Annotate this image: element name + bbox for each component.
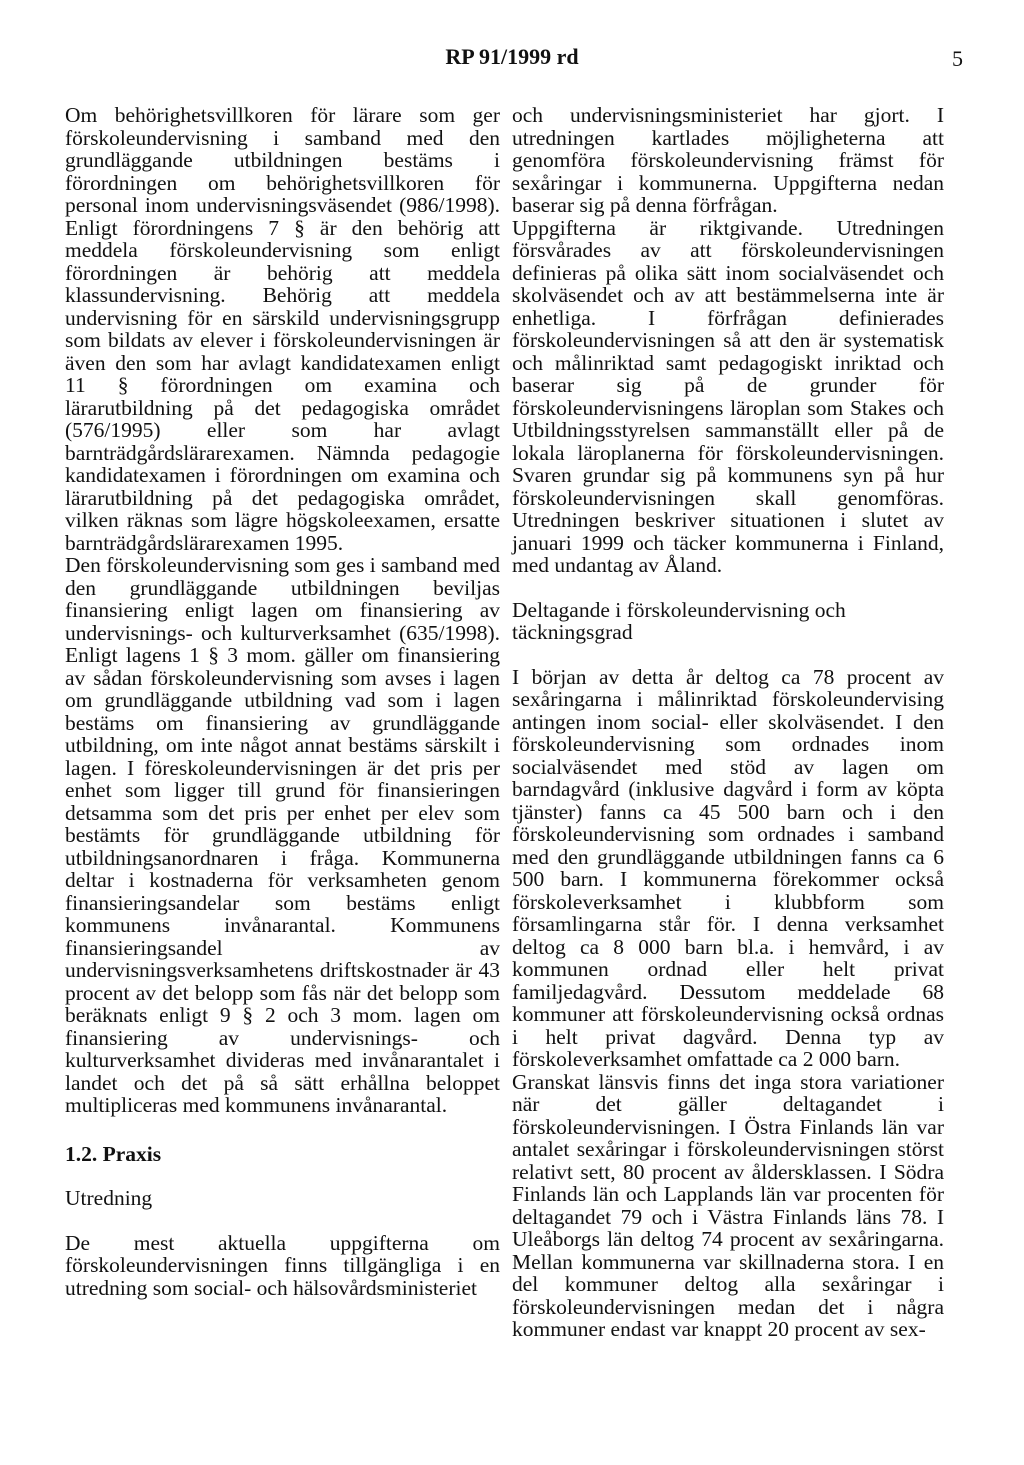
paragraph-survey-intro: De mest aktuella uppgifterna om förskoleundervisningen finns tillgängliga i en utredning som social- och hälsovårdsministeriet xyxy=(65,1230,500,1300)
paragraph-financing: Den förskoleundervisning som ges i samband med den grundläggande utbildningen beviljas finansiering enligt lagen om finansiering av undervisnings- och kulturverksamhet (635/1998). Enligt lagens 1 § 3 mom. gäller om finansiering av sådan förskoleundervisning som avses i lagen om grundläggande utbildning vad som i lagen bestäms om finansiering av grundläggande utbildning, om inte något annat bestäms särskilt i lagen. I föreskoleundervisningen är det pris per enhet som ligger till grund för finansieringen detsamma som det pris per enhet per elev som bestämts för grundläggande utbildning för utbildningsanordnaren i fråga. Kommunerna deltar i kostnaderna för verksamheten genom finansieringsandelar som bestäms enligt kommunens invånarantal. Kommunens finansieringsandel av undervisningsverksamhetens driftskostnader är 43 procent av det belopp som fås när det belopp som beräknats enligt 9 § 2 och 3 mom. lagen om finansiering av undervisnings- och kulturverksamhet divideras med invånarantalet i landet och det på så sätt erhållna beloppet multipliceras med kommunens invånarantal. xyxy=(65,553,500,1117)
page-number: 5 xyxy=(952,46,963,71)
right-column xyxy=(512,104,944,1341)
paragraph-survey-definition: Uppgifterna är riktgivande. Utredningen försvårades av att förskoleundervisningen definieras på olika sätt inom socialväsendet och skolväsendet och av att bestämmelserna inte är enhetliga. I förfrågan definierades förskoleundervisningen så att den är systematisk och målinriktad samt pedagogiskt inriktad och baserar sig på de grunder för förskoleundervisningens läroplan som Stakes och Utbildningsstyrelsen sammanställt eller på de lokala läroplanerna för förskoleundervisningen. Svaren grundar sig på kommunens syn på hur förskoleundervisningen skall genomföras. Utredningen beskriver situationen i slutet av januari 1999 och täcker kommunerna i Finland, med undantag av Åland. xyxy=(512,215,944,577)
running-head: RP 91/1999 rd xyxy=(445,44,579,69)
section-number: 1.2. xyxy=(65,1141,98,1166)
paragraph-survey-continued: och undervisningsministeriet har gjort. I utredningen kartlades möjligheterna att genomföra förskoleundervisning främst för sexåringar i kommunerna. Uppgifterna nedan baserar sig på denna förfrågan. xyxy=(512,103,944,217)
paragraph-regional-variation: Granskat länsvis finns det inga stora variationer när det gäller deltagandet i förskoleundervisningen. I Östra Finlands län var antalet sexåringar i förskoleundervisningen störst relativt sett, 80 procent av åldersklassen. I Södra Finlands län och Lapplands län var procenten för deltagandet 79 och i Västra Finlands läns 78. I Uleåborgs län deltog 74 procent av sexåringarna. Mellan kommunerna var skillnaderna stora. I en del kommuner deltog alla sexåringar i förskoleundervisningen medan det i några kommuner endast var knappt 20 procent av sex- xyxy=(512,1069,944,1341)
subheading-utredning: Utredning xyxy=(65,1186,153,1210)
paragraph-participation-figures: I början av detta år deltog ca 78 procent av sexåringarna i målinriktad förskoleundervising antingen inom social- eller skolväsendet. I den förskoleundervisning som ordnades inom socialväsendet med stöd av lagen om barndagvård (inklusive dagvård i form av köpta tjänster) fanns ca 45 500 barn och i den förskoleundervisning som ordnades i samband med den grundläggande utbildningen fanns ca 6 500 barn. I kommunerna förekommer också förskoleverksamhet i klubbform som församlingarna står för. I denna verksamhet deltog ca 8 000 barn bl.a. i hemvård, i av kommunen ordnad eller helt privat familjedagvård. Dessutom meddelade 68 kommuner att förskoleundervisning också ordnas i helt privat dagvård. Denna typ av förskoleverksamhet omfattade ca 2 000 barn. xyxy=(512,664,944,1071)
left-column xyxy=(65,104,500,1299)
paragraph-qualifications: Om behörighetsvillkoren för lärare som ger förskoleundervisning i samband med den grundläggande utbildningen bestäms i förordningen om behörighetsvillkoren för personal inom undervisningsväsendet (986/1998). Enligt förordningens 7 § är den behörig att meddela förskoleundervisning som enligt förordningen är behörig att meddela klassundervisning. Behörig att meddela undervisning för en särskild undervisningsgrupp som bildats av elever i förskoleundervisningen är även den som har avlagt kandidatexamen enligt 11 § förordningen om examina och lärarutbildning på det pedagogiska området (576/1995) eller som har avlagt barnträdgårdslärarexamen. Nämnda pedagogie kandidatexamen i förordningen om examina och lärarutbildning på det pedagogiska området, vilken räknas som lägre högskoleexamen, ersatte barnträdgårdslärarexamen 1995. xyxy=(65,103,500,555)
section-title: Praxis xyxy=(102,1141,162,1166)
subheading-participation: Deltagande i förskoleundervisning och täckningsgrad xyxy=(512,597,846,644)
section-heading xyxy=(65,1143,500,1166)
